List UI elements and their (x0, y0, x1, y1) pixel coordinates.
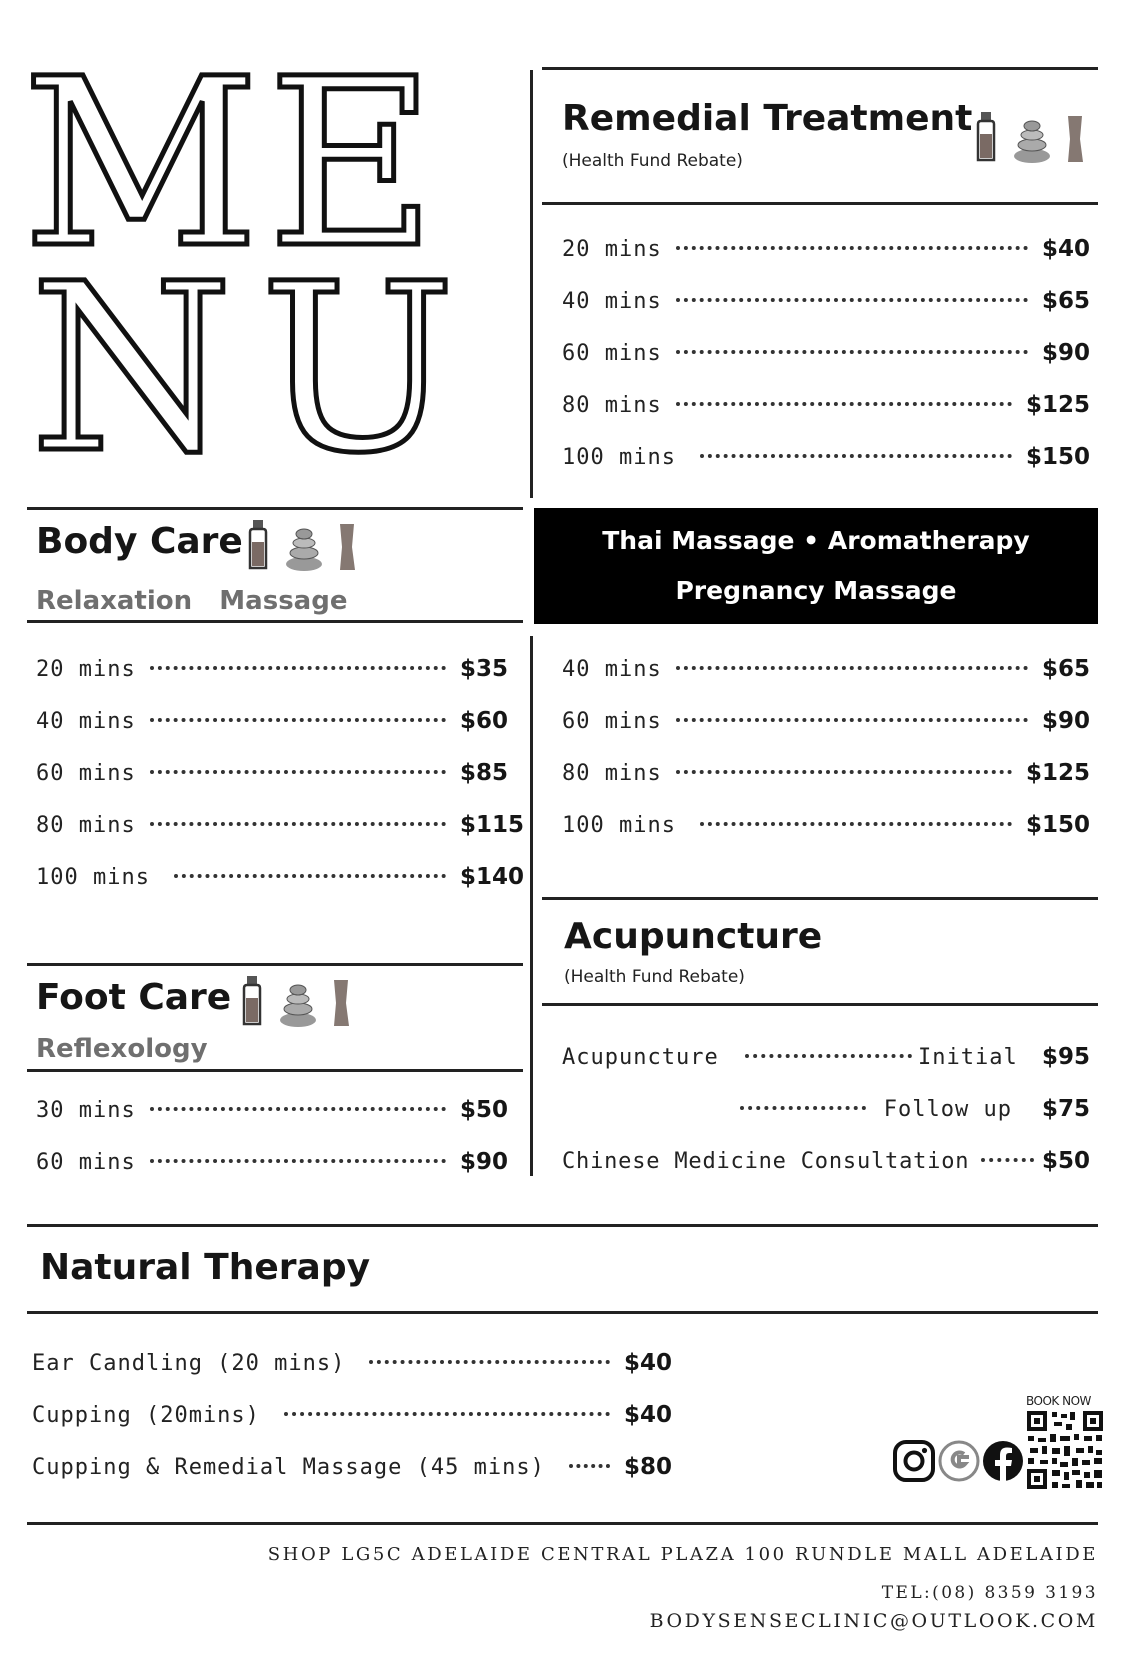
item-name: Acupuncture (562, 1044, 719, 1070)
item-price: $125 (1025, 760, 1090, 786)
item-duration: 20 mins (562, 236, 662, 262)
menu-letter-m: M (22, 29, 260, 299)
bodycare-title: Body Care (36, 521, 243, 562)
bodycare-subtitle: Relaxation Massage (36, 586, 348, 616)
leader-dots (676, 298, 1028, 302)
banner-line-2: Pregnancy Massage (675, 576, 957, 605)
item-duration: 20 mins (36, 656, 136, 682)
item-duration: 60 mins (36, 760, 136, 786)
leader-dots (174, 874, 446, 878)
item-price: $75 (1041, 1096, 1090, 1122)
bodycare-top-rule (27, 507, 523, 510)
banner-line-1: Thai Massage • Aromatherapy (602, 526, 1030, 555)
stacked-stones-icon (284, 526, 324, 572)
natural-top-rule (27, 1224, 1098, 1227)
leader-dots (150, 666, 446, 670)
leader-dots (740, 1106, 866, 1110)
list-item (562, 336, 1090, 370)
item-price: $40 (1041, 236, 1090, 262)
leader-dots (981, 1158, 1034, 1162)
remedial-title: Remedial Treatment (562, 98, 973, 139)
menu-letter-e: E (267, 29, 437, 299)
item-price: $65 (1041, 656, 1090, 682)
column-divider-top (530, 70, 533, 498)
remedial-bottom-rule (542, 202, 1098, 205)
leader-dots (369, 1360, 610, 1364)
leader-dots (676, 770, 1012, 774)
leader-dots (745, 1054, 912, 1058)
acupuncture-bottom-rule (542, 1003, 1098, 1006)
bamboo-icon (330, 978, 352, 1028)
list-item (562, 440, 1090, 474)
thai-massage-banner (534, 508, 1098, 624)
leader-dots (676, 402, 1012, 406)
remedial-icons (972, 110, 1086, 164)
item-price: $150 (1025, 444, 1090, 470)
item-duration: 40 mins (562, 288, 662, 314)
list-item (36, 652, 516, 686)
footcare-bottom-rule (27, 1069, 523, 1072)
item-price: $90 (460, 1149, 509, 1175)
item-price: $150 (1025, 812, 1090, 838)
acupuncture-subtitle: (Health Fund Rebate) (564, 967, 745, 987)
remedial-top-rule (542, 67, 1098, 70)
list-item (36, 808, 525, 842)
list-item (562, 284, 1090, 318)
list-item (32, 1398, 672, 1432)
leader-dots (150, 1159, 446, 1163)
footer-email: BODYSENSECLINIC@OUTLOOK.COM (649, 1610, 1098, 1632)
item-price: $95 (1041, 1044, 1090, 1070)
leader-dots (676, 246, 1028, 250)
footcare-subtitle: Reflexology (36, 1034, 208, 1064)
list-item (562, 388, 1090, 422)
item-detail: Initial (917, 1044, 1018, 1070)
google-icon[interactable] (938, 1440, 980, 1482)
footcare-top-rule (27, 963, 523, 966)
item-price: $80 (623, 1454, 672, 1480)
oil-bottle-icon (972, 110, 1000, 164)
facebook-icon[interactable] (982, 1440, 1024, 1482)
item-price: $40 (623, 1350, 672, 1376)
list-item (36, 1145, 516, 1179)
leader-dots (284, 1412, 610, 1416)
list-item (562, 1092, 1090, 1126)
acupuncture-top-rule (542, 897, 1098, 900)
list-item (562, 704, 1090, 738)
footer-address: SHOP LG5C ADELAIDE CENTRAL PLAZA 100 RUNDLE MALL ADELAIDE (267, 1544, 1098, 1565)
item-duration: 80 mins (562, 760, 662, 786)
book-now-label: BOOK NOW (1026, 1394, 1091, 1408)
leader-dots (150, 770, 446, 774)
item-duration: 60 mins (562, 708, 662, 734)
item-price: $90 (1041, 340, 1090, 366)
list-item (32, 1346, 672, 1380)
list-item (36, 860, 525, 894)
leader-dots (676, 350, 1028, 354)
list-item (36, 756, 516, 790)
item-price: $50 (1041, 1148, 1090, 1174)
oil-bottle-icon (238, 974, 266, 1028)
item-price: $125 (1025, 392, 1090, 418)
bodycare-bottom-rule (27, 620, 523, 623)
item-duration: 100 mins (36, 864, 150, 890)
item-price: $60 (460, 708, 509, 734)
item-price: $40 (623, 1402, 672, 1428)
menu-letter-n: N (30, 234, 233, 504)
item-price: $115 (460, 812, 525, 838)
leader-dots (676, 718, 1028, 722)
item-price: $90 (1041, 708, 1090, 734)
bamboo-icon (1064, 114, 1086, 164)
list-item (562, 1040, 1090, 1074)
footcare-icons (238, 974, 352, 1028)
list-item (32, 1450, 672, 1484)
item-duration: 80 mins (36, 812, 136, 838)
item-duration: 100 mins (562, 444, 676, 470)
oil-bottle-icon (244, 518, 272, 572)
list-item (36, 1093, 516, 1127)
item-name: Chinese Medicine Consultation (562, 1148, 970, 1174)
qr-code-icon[interactable] (1026, 1410, 1104, 1490)
column-divider-bottom (530, 636, 533, 1176)
item-detail: Follow up (883, 1096, 1012, 1122)
stacked-stones-icon (1012, 118, 1052, 164)
bodycare-icons (244, 518, 358, 572)
item-price: $35 (460, 656, 509, 682)
natural-title: Natural Therapy (40, 1247, 371, 1288)
leader-dots (700, 822, 1012, 826)
item-name: Ear Candling (20 mins) (32, 1350, 346, 1376)
leader-dots (700, 454, 1012, 458)
item-duration: 30 mins (36, 1097, 136, 1123)
item-duration: 80 mins (562, 392, 662, 418)
leader-dots (150, 1107, 446, 1111)
item-name: Cupping & Remedial Massage (45 mins) (32, 1454, 545, 1480)
list-item (562, 808, 1090, 842)
leader-dots (150, 718, 446, 722)
bamboo-icon (336, 522, 358, 572)
list-item (562, 756, 1090, 790)
stacked-stones-icon (278, 982, 318, 1028)
acupuncture-title: Acupuncture (564, 916, 823, 957)
footer-rule (27, 1522, 1098, 1525)
item-duration: 60 mins (36, 1149, 136, 1175)
list-item (562, 232, 1090, 266)
item-price: $50 (460, 1097, 509, 1123)
item-price: $140 (460, 864, 525, 890)
list-item (562, 652, 1090, 686)
leader-dots (569, 1464, 610, 1468)
footer-phone: TEL:(08) 8359 3193 (881, 1583, 1098, 1603)
item-duration: 40 mins (562, 656, 662, 682)
item-price: $65 (1041, 288, 1090, 314)
item-name: Cupping (20mins) (32, 1402, 260, 1428)
footcare-title: Foot Care (36, 977, 232, 1018)
item-duration: 60 mins (562, 340, 662, 366)
instagram-icon[interactable] (893, 1440, 935, 1482)
remedial-subtitle: (Health Fund Rebate) (562, 151, 743, 171)
menu-heading (22, 29, 492, 504)
item-duration: 40 mins (36, 708, 136, 734)
leader-dots (676, 666, 1028, 670)
list-item (562, 1144, 1090, 1178)
list-item (36, 704, 516, 738)
menu-letter-u: U (260, 234, 456, 504)
item-price: $85 (460, 760, 509, 786)
item-duration: 100 mins (562, 812, 676, 838)
leader-dots (150, 822, 446, 826)
natural-bottom-rule (27, 1311, 1098, 1314)
